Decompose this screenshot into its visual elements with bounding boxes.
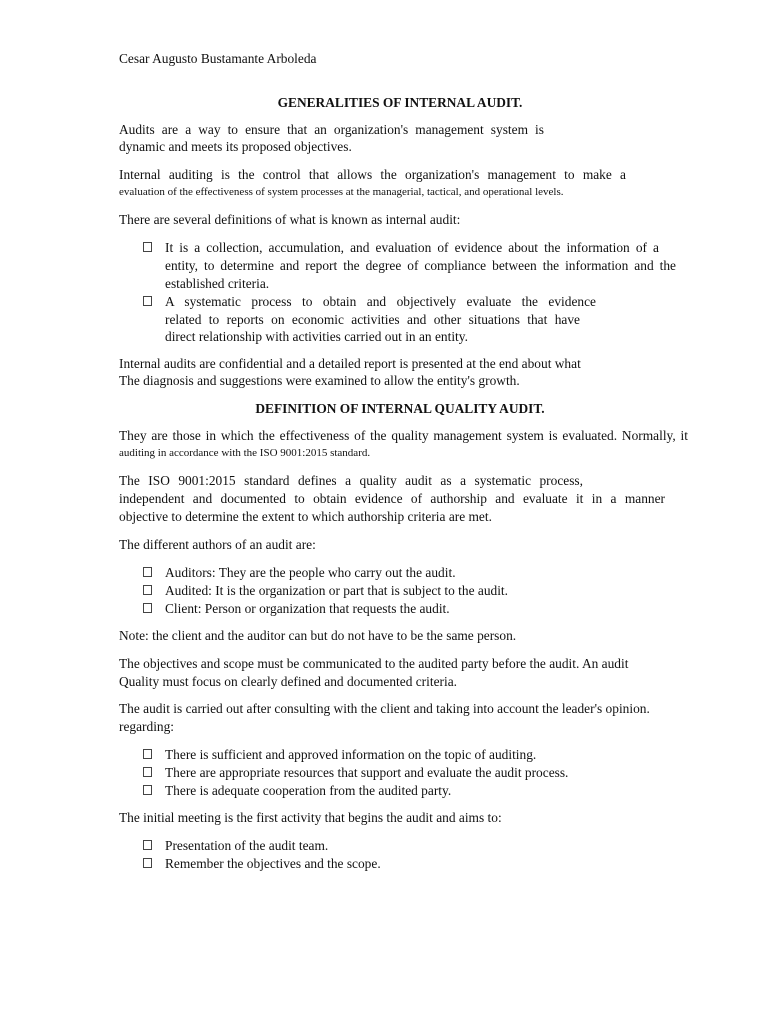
paragraph-line: The initial meeting is the first activity that begins the audit and aims to: [119,810,502,825]
list-item-line: There are appropriate resources that support and evaluate the audit process. [165,765,569,780]
paragraph-line: The ISO 9001:2015 standard defines a quality audit as a systematic process, [119,473,583,488]
paragraph-line: The different authors of an audit are: [119,537,316,552]
paragraph-line: objective to determine the extent to which authorship criteria are met. [119,509,492,524]
list-item-line: entity, to determine and report the degree of compliance between the information and the [165,258,676,273]
paragraph-line: There are several definitions of what is known as internal audit: [119,212,461,227]
paragraph-line: Quality must focus on clearly defined and documented criteria. [119,674,457,689]
list-item-line: There is sufficient and approved information on the topic of auditing. [165,747,537,762]
list-bullet-icon [143,585,152,595]
list-item-line: It is a collection, accumulation, and evaluation of evidence about the information of a [165,240,659,255]
paragraph-line: auditing in accordance with the ISO 9001:2015 standard. [119,447,371,459]
paragraph-line: The audit is carried out after consulting with the client and taking into account the leader's opinion. [119,701,650,716]
paragraph-line: Note: the client and the auditor can but do not have to be the same person. [119,628,517,643]
paragraph-line: The objectives and scope must be communicated to the audited party before the audit. An audit [119,656,629,671]
list-item-line: Remember the objectives and the scope. [165,856,381,871]
paragraph-line: They are those in which the effectiveness of the quality management system is evaluated. Normally, it [119,428,688,443]
list-bullet-icon [143,296,152,306]
list-item-line: Auditors: They are the people who carry out the audit. [165,565,456,580]
paragraph-line: Internal auditing is the control that allows the organization's management to make a [119,167,626,182]
list-bullet-icon [143,767,152,777]
list-item-line: related to reports on economic activities and other situations that have [165,312,580,327]
list-item-line: A systematic process to obtain and objectively evaluate the evidence [165,294,596,309]
section-heading-generalities: GENERALITIES OF INTERNAL AUDIT. [277,95,523,110]
list-bullet-icon [143,785,152,795]
list-item-line: Audited: It is the organization or part that is subject to the audit. [165,583,508,598]
paragraph-line: regarding: [119,719,175,734]
paragraph-line: evaluation of the effectiveness of system processes at the managerial, tactical, and operational levels. [119,186,564,198]
list-bullet-icon [143,858,152,868]
list-item-line: established criteria. [165,276,270,291]
section-heading-quality-audit: DEFINITION OF INTERNAL QUALITY AUDIT. [255,401,545,416]
list-bullet-icon [143,749,152,759]
list-item-line: direct relationship with activities carried out in an entity. [165,329,468,344]
list-bullet-icon [143,603,152,613]
paragraph-line: dynamic and meets its proposed objectives. [119,139,352,154]
paragraph-line: Audits are a way to ensure that an organization's management system is [119,122,544,137]
list-bullet-icon [143,242,152,252]
author-name: Cesar Augusto Bustamante Arboleda [119,51,317,66]
list-bullet-icon [143,567,152,577]
list-bullet-icon [143,840,152,850]
paragraph-line: The diagnosis and suggestions were examined to allow the entity's growth. [119,373,520,388]
paragraph-line: independent and documented to obtain evidence of authorship and evaluate it in a manner [119,491,665,506]
list-item-line: Presentation of the audit team. [165,838,329,853]
paragraph-line: Internal audits are confidential and a detailed report is presented at the end about what [119,356,581,371]
list-item-line: There is adequate cooperation from the audited party. [165,783,452,798]
list-item-line: Client: Person or organization that requests the audit. [165,601,450,616]
